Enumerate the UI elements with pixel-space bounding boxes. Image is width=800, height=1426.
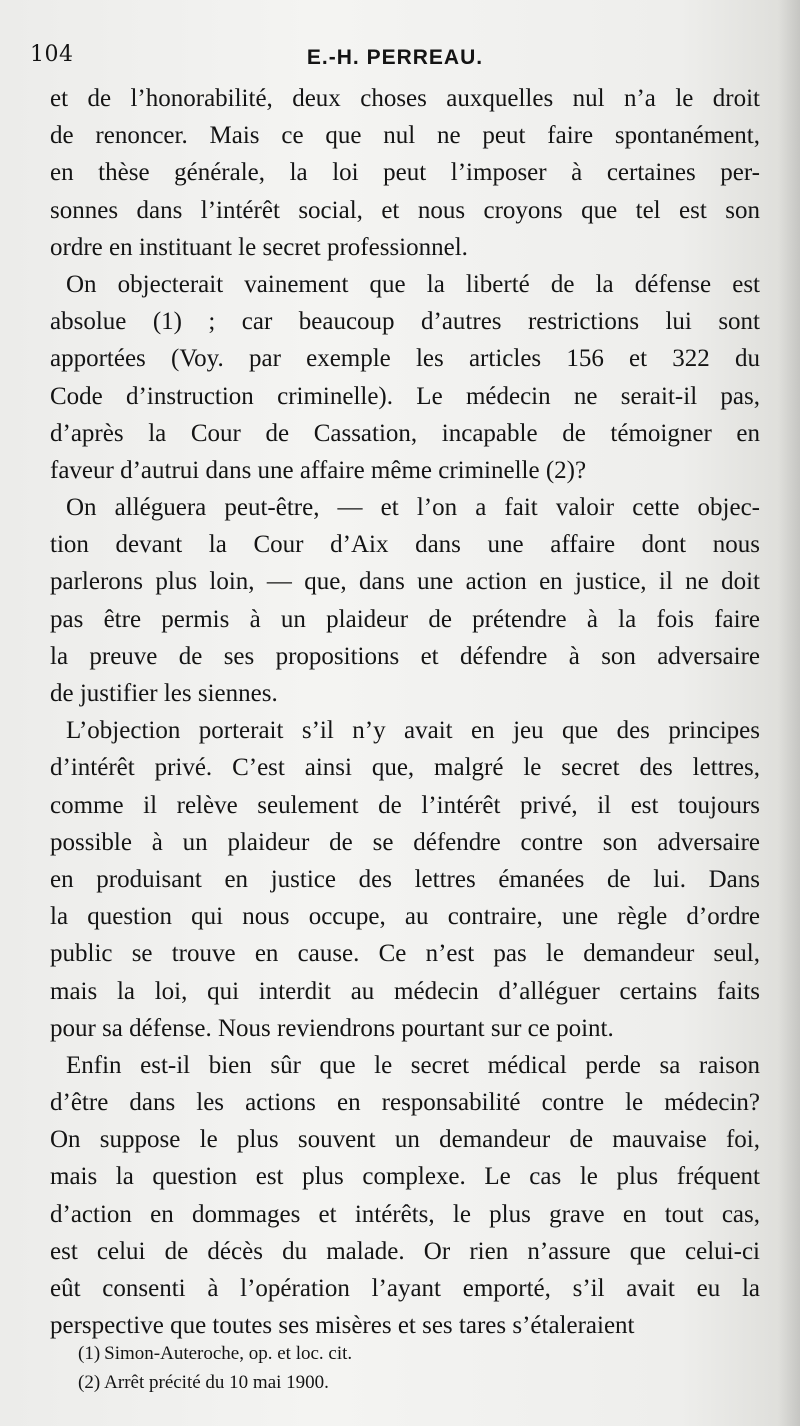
text-line: absolue (1) ; car beaucoup d’autres restrictions lui sont [50, 308, 760, 336]
text-line: la question qui nous occupe, au contraire, une règle d’ordre [50, 903, 760, 931]
page-header [30, 38, 760, 78]
text-line: On suppose le plus souvent un demandeur de mauvaise foi, [50, 1126, 760, 1154]
text-line: d’être dans les actions en responsabilité contre le médecin? [50, 1089, 760, 1117]
text-line: et de l’honorabilité, deux choses auxquelles nul n’a le droit [50, 85, 760, 112]
text-line: d’intérêt privé. C’est ainsi que, malgré le secret des lettres, [50, 754, 760, 782]
page-binding-shadow [778, 0, 800, 1426]
text-line: On alléguera peut-être, — et l’on a fait valoir cette objec- [66, 494, 760, 522]
text-line: pour sa défense. Nous reviendrons pourtant sur ce point. [50, 1014, 614, 1042]
text-line: faveur d’autrui dans une affaire même criminelle (2)? [50, 456, 587, 484]
text-line: public se trouve en cause. Ce n’est pas le demandeur seul, [50, 940, 760, 968]
text-line: ordre en instituant le secret professionnel. [50, 233, 468, 261]
text-line: mais la question est plus complexe. Le cas le plus fréquent [50, 1163, 760, 1191]
footnote-number: (2) [78, 1372, 101, 1393]
text-line: Enfin est-il bien sûr que le secret médical perde sa raison [66, 1051, 760, 1079]
paragraph [50, 1047, 760, 1345]
paragraph [50, 80, 760, 266]
text-line: d’action en dommages et intérêts, le plus grave en tout cas, [50, 1200, 760, 1228]
text-line: perspective que toutes ses misères et ses tares s’étaleraient [50, 1312, 635, 1340]
footnote [78, 1368, 758, 1397]
footnote [78, 1339, 758, 1368]
text-line: L’objection porterait s’il n’y avait en jeu que des principes [66, 717, 760, 745]
text-line: de justifier les siennes. [50, 680, 278, 707]
text-line: pas être permis à un plaideur de prétendre à la fois faire [50, 605, 760, 633]
text-line: Code d’instruction criminelle). Le médecin ne serait-il pas, [50, 382, 760, 410]
text-line: d’après la Cour de Cassation, incapable de témoigner en [50, 419, 760, 447]
footnote-text: Arrêt précité du 10 mai 1900. [104, 1372, 329, 1393]
text-line: parlerons plus loin, — que, dans une action en justice, il ne doit [50, 568, 760, 596]
text-line: tion devant la Cour d’Aix dans une affaire dont nous [50, 531, 760, 559]
text-line: eût consenti à l’opération l’ayant emporté, s’il avait eu la [50, 1275, 760, 1302]
footnotes [78, 1339, 758, 1397]
text-line: sonnes dans l’intérêt social, et nous croyons que tel est son [50, 196, 760, 224]
footnote-number: (1) [78, 1343, 101, 1364]
footnote-text: Simon-Auteroche, op. et loc. cit. [104, 1343, 353, 1364]
text-line: de renoncer. Mais ce que nul ne peut faire spontanément, [50, 122, 760, 150]
paragraph [50, 266, 760, 489]
text-line: est celui de décès du malade. Or rien n’assure que celui-ci [50, 1237, 760, 1265]
page-number: 104 [30, 42, 74, 67]
text-line: mais la loi, qui interdit au médecin d’alléguer certains faits [50, 977, 760, 1005]
body-text [50, 80, 760, 1344]
running-head: E.-H. PERREAU. [306, 46, 484, 69]
text-line: comme il relève seulement de l’intérêt privé, il est toujours [50, 791, 760, 819]
text-line: en produisant en justice des lettres émanées de lui. Dans [50, 865, 760, 893]
paragraph [50, 489, 760, 712]
text-line: On objecterait vainement que la liberté de la défense est [66, 270, 760, 298]
paragraph [50, 712, 760, 1047]
text-line: en thèse générale, la loi peut l’imposer à certaines per- [50, 159, 760, 187]
text-line: la preuve de ses propositions et défendre à son adversaire [50, 642, 760, 670]
text-line: apportées (Voy. par exemple les articles 156 et 322 du [50, 345, 760, 373]
text-line: possible à un plaideur de se défendre contre son adversaire [50, 828, 760, 856]
